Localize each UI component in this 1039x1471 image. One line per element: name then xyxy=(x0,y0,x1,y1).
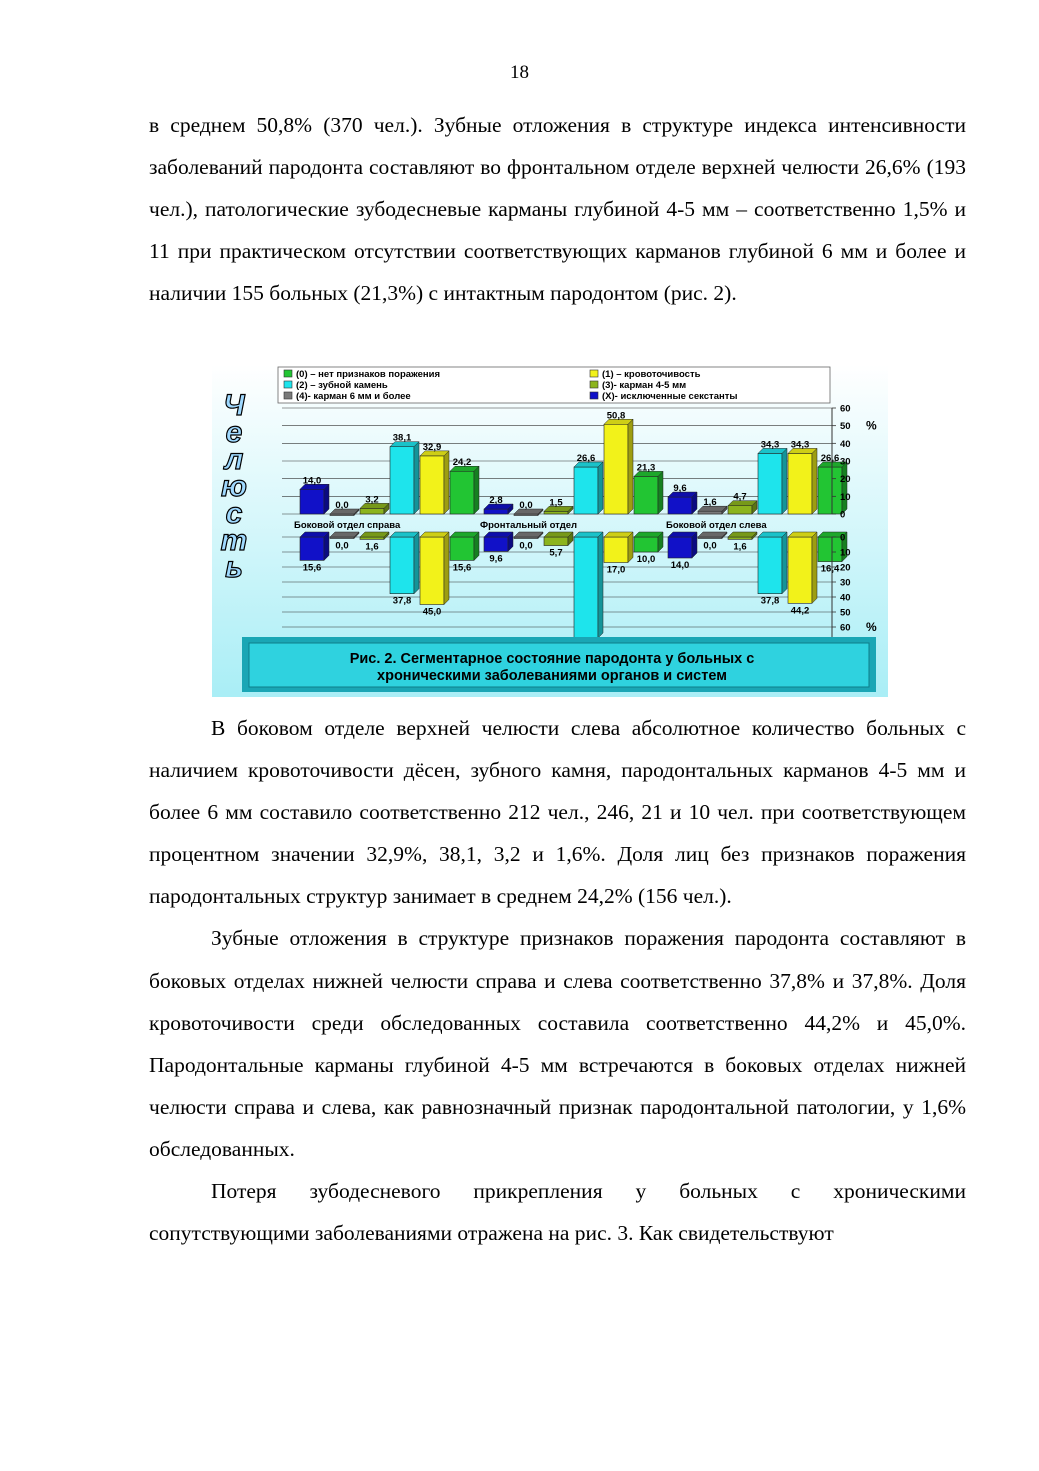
tick-label: 20 xyxy=(840,474,851,486)
text-block-top xyxy=(149,104,966,314)
bar xyxy=(604,532,633,563)
data-label: 37,8 xyxy=(760,595,780,607)
data-label: 0,0 xyxy=(519,500,533,511)
data-label: 14,0 xyxy=(670,560,690,571)
bar xyxy=(668,532,697,558)
data-label: 0,0 xyxy=(335,500,349,511)
tick-label: 60 xyxy=(840,403,851,415)
bar xyxy=(788,532,817,603)
tick-label: 50 xyxy=(840,421,851,433)
legend-swatch xyxy=(284,381,292,388)
data-label: 45,0 xyxy=(422,606,442,618)
caption-line-2: хроническими заболеваниями органов и систем xyxy=(377,668,727,684)
category-label: Боковой отдел справа xyxy=(294,520,401,531)
data-label: 3,2 xyxy=(365,494,379,506)
data-label: 4,7 xyxy=(733,491,747,503)
bar xyxy=(728,532,757,539)
paragraph: Зубные отложения в структуре признаков поражения пародонта составляют в боковых отделах нижней челюсти справа и слева соответственно 37,8% и 37,8%. Доля кровоточивости среди обследованных составила соответственно 44,2% и 45,0%. Пародонтальные карманы глубиной 4-5 мм встречаются в боковых отделах нижней челюсти справа и слева, как равнозначный признак пародонтальной патологии, у 1,6% обследованных. xyxy=(149,926,966,1161)
bar xyxy=(574,532,603,638)
tick-label: 30 xyxy=(840,456,851,468)
data-label: 50,8 xyxy=(606,410,626,422)
unit-label-lower: % xyxy=(866,620,877,634)
tick-label: 0 xyxy=(840,532,846,544)
data-label: 16,4 xyxy=(820,563,840,575)
tick-label: 30 xyxy=(840,577,851,589)
bar xyxy=(420,532,449,605)
data-label: 2,8 xyxy=(489,495,503,507)
legend-entry: (3)- карман 4-5 мм xyxy=(602,380,687,391)
data-label: 0,0 xyxy=(703,540,717,552)
legend-swatch xyxy=(590,392,598,399)
legend-swatch xyxy=(284,392,292,399)
bar xyxy=(544,532,573,546)
bar xyxy=(390,532,419,594)
legend-swatch xyxy=(590,381,598,388)
paragraph: в среднем 50,8% (370 чел.). Зубные отложения в структуре индекса интенсивности заболеваний пародонта составляют во фронтальном отделе верхней челюсти 26,6% (193 чел.), патологические зубодесневые карманы глубиной 4-5 мм – соответственно 1,5% и 11 при практическом отсутствии соответствующих карманов глубиной 6 мм и более и наличии 155 больных (21,3%) с интактным пародонтом (рис. 2). xyxy=(149,113,966,306)
paragraph: Потеря зубодесневого прикрепления у больных с хроническими сопутствующими заболеваниями отражена на рис. 3. Как свидетельствуют xyxy=(149,1179,966,1246)
side-label-letter: Ч xyxy=(223,389,245,422)
data-label: 44,2 xyxy=(790,605,810,617)
legend-entry: (X)- исключенные секстанты xyxy=(602,391,738,402)
data-label: 1,6 xyxy=(703,497,717,509)
side-label-letter: с xyxy=(225,497,243,530)
tick-label: 10 xyxy=(840,491,851,503)
bar xyxy=(634,471,663,514)
legend-swatch xyxy=(284,370,292,377)
data-label: 5,7 xyxy=(549,547,563,559)
bar xyxy=(450,466,479,514)
data-label: 34,3 xyxy=(790,439,810,451)
data-label: 14,0 xyxy=(302,475,322,487)
data-label: 15,6 xyxy=(452,562,472,574)
data-label: 38,1 xyxy=(392,432,412,444)
data-label: 1,6 xyxy=(733,541,747,553)
data-label: 21,3 xyxy=(636,462,656,474)
legend-entry: (0) – нет признаков поражения xyxy=(296,369,441,380)
bar xyxy=(514,532,543,539)
category-label: Фронтальный отдел xyxy=(480,520,578,531)
data-label: 34,3 xyxy=(760,439,780,451)
bar xyxy=(604,419,633,514)
bar xyxy=(574,462,603,514)
data-label: 15,6 xyxy=(302,562,322,574)
data-label: 1,5 xyxy=(549,497,563,509)
tick-label: 60 xyxy=(840,622,851,634)
bar xyxy=(360,532,389,539)
bar xyxy=(300,532,329,560)
page-number: 18 xyxy=(510,62,529,83)
bar xyxy=(300,484,329,514)
side-label-letter: ю xyxy=(221,470,247,503)
tick-label: 40 xyxy=(840,438,851,450)
legend-swatch xyxy=(590,370,598,377)
data-label: 9,6 xyxy=(489,553,503,565)
segment-chart xyxy=(212,365,888,697)
side-label xyxy=(221,389,248,584)
data-label: 17,0 xyxy=(606,564,626,576)
legend-entry: (1) – кровоточивость xyxy=(602,369,701,380)
data-label: 1,6 xyxy=(365,541,379,553)
side-label-letter: е xyxy=(225,416,243,449)
data-label: 26,6 xyxy=(820,453,840,465)
side-label-letter: л xyxy=(224,443,244,476)
bar xyxy=(390,442,419,514)
bar xyxy=(450,532,479,560)
legend-entry: (4)- карман 6 мм и более xyxy=(296,391,411,402)
bar xyxy=(484,532,513,551)
bar xyxy=(758,532,787,594)
data-label: 0,0 xyxy=(519,540,533,552)
data-label: 24,2 xyxy=(452,457,472,469)
unit-label-upper: % xyxy=(866,418,877,433)
legend-entry: (2) – зубной камень xyxy=(296,380,388,391)
text-block-bottom xyxy=(149,707,966,1254)
data-label: 37,8 xyxy=(392,595,412,607)
legend xyxy=(278,367,830,403)
data-label: 26,6 xyxy=(576,453,596,465)
data-label: 32,9 xyxy=(422,441,442,453)
bar xyxy=(698,532,727,539)
figure-2 xyxy=(212,365,888,697)
bar xyxy=(668,492,697,514)
tick-label: 40 xyxy=(840,592,851,604)
side-label-letter: т xyxy=(220,524,248,557)
data-label: 0,0 xyxy=(335,540,349,552)
tick-label: 10 xyxy=(840,547,851,559)
bar xyxy=(420,451,449,514)
bar xyxy=(634,532,663,552)
tick-label: 0 xyxy=(840,509,846,521)
caption-line-1: Рис. 2. Сегментарное состояние пародонта у больных с xyxy=(349,651,755,667)
data-label: 9,6 xyxy=(673,483,687,495)
data-label: 10,0 xyxy=(636,554,656,565)
paragraph: В боковом отделе верхней челюсти слева абсолютное количество больных с наличием кровоточивости дёсен, зубного камня, пародонтальных карманов 4-5 мм и более 6 мм составило соответственно 212 чел., 246, 21 и 10 чел. при соответствующем процентном значении 32,9%, 38,1, 3,2 и 1,6%. Доля лиц без признаков поражения пародонтальных структур занимает в среднем 24,2% (156 чел.). xyxy=(149,716,966,909)
bar xyxy=(330,532,359,539)
caption xyxy=(242,637,876,692)
bar xyxy=(788,448,817,514)
side-label-letter: ь xyxy=(225,551,243,584)
tick-label: 50 xyxy=(840,607,851,619)
category-label: Боковой отдел слева xyxy=(666,520,767,531)
tick-label: 20 xyxy=(840,562,851,574)
bar xyxy=(758,448,787,514)
